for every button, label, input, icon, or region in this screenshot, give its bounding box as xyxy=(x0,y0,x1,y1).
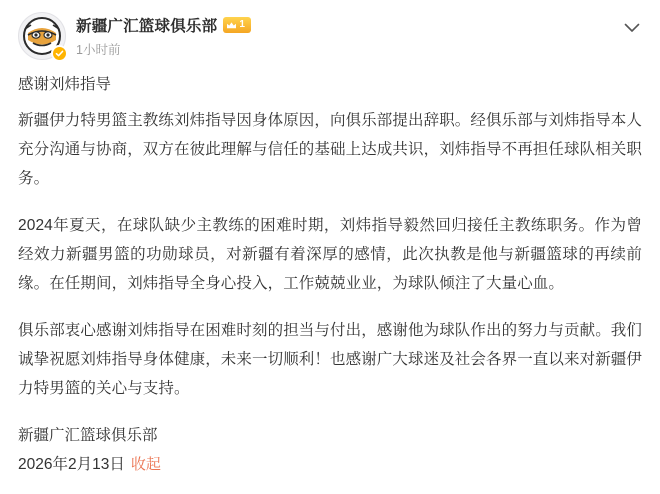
post-title: 感谢刘炜指导 xyxy=(18,76,112,93)
post-timestamp: 1小时前 xyxy=(76,43,121,57)
post-date-row xyxy=(18,450,642,479)
author-block xyxy=(76,12,614,58)
avatar[interactable] xyxy=(18,12,66,60)
post-header xyxy=(18,12,642,64)
post-content xyxy=(18,72,642,479)
verified-badge xyxy=(51,45,67,61)
post-date: 2026年2月13日 xyxy=(18,456,125,473)
verified-check-icon xyxy=(55,49,64,58)
chevron-down-icon[interactable] xyxy=(614,18,642,40)
post-paragraph: 俱乐部衷心感谢刘炜指导在困难时刻的担当与付出，感谢他为球队作出的努力与贡献。我们诚挚祝愿刘炜指导身体健康，未来一切顺利！也感谢广大球迷及社会各界一直以来对新疆伊力特男篮的关心与支持。 xyxy=(18,322,643,397)
vip-level-text: 1 xyxy=(239,19,245,30)
vip-level-badge[interactable] xyxy=(223,17,251,33)
post-paragraph: 2024年夏天，在球队缺少主教练的困难时期，刘炜指导毅然回归接任主教练职务。作为曾经效力新疆男篮的功勋球员，对新疆有着深厚的感情，此次执教是他与新疆篮球的再续前缘。在任期间，刘炜指导全身心投入，工作兢兢业业，为球队倾注了大量心血。 xyxy=(18,217,642,292)
author-name-row xyxy=(76,14,614,36)
author-name[interactable]: 新疆广汇篮球俱乐部 xyxy=(76,18,218,35)
crown-icon xyxy=(226,21,237,30)
post-signature: 新疆广汇篮球俱乐部 xyxy=(18,427,158,444)
post-paragraph: 新疆伊力特男篮主教练刘炜指导因身体原因，向俱乐部提出辞职。经俱乐部与刘炜指导本人充分沟通与协商，双方在彼此理解与信任的基础上达成共识，刘炜指导不再担任球队相关职务。 xyxy=(18,112,643,187)
collapse-link[interactable]: 收起 xyxy=(130,456,161,473)
